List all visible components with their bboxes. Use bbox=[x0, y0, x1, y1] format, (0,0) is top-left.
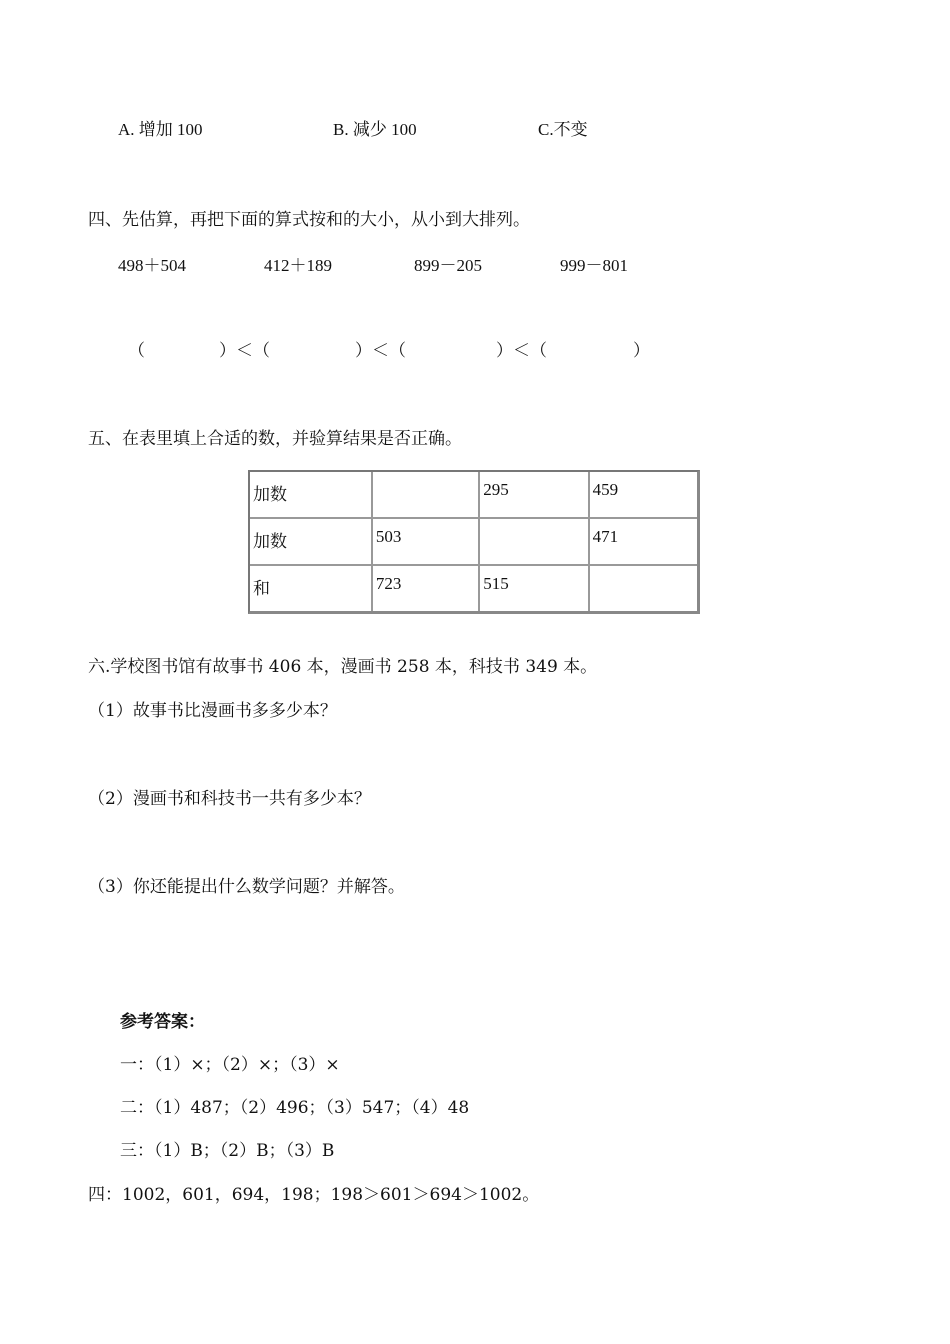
table-cell: 295 bbox=[480, 472, 589, 519]
section-6-title: 六.学校图书馆有故事书 406 本，漫画书 258 本，科技书 349 本。 bbox=[88, 657, 598, 677]
table-cell: 加数 bbox=[250, 519, 373, 566]
blank-open: （ bbox=[128, 341, 145, 361]
addition-table bbox=[248, 470, 700, 614]
answer-3: 三：（1）B；（2）B；（3）B bbox=[120, 1141, 335, 1161]
answers-heading: 参考答案： bbox=[120, 1012, 205, 1032]
answer-4: 四：1002，601，694，198；198＞601＞694＞1002。 bbox=[88, 1185, 540, 1205]
option-a: A. 增加 100 bbox=[118, 120, 203, 139]
table-cell: 471 bbox=[590, 519, 697, 566]
expression-3: 899－205 bbox=[414, 256, 482, 275]
table-cell: 723 bbox=[373, 566, 480, 611]
table-cell-blank[interactable] bbox=[480, 519, 589, 566]
expression-2: 412＋189 bbox=[264, 256, 332, 275]
table-cell: 加数 bbox=[250, 472, 373, 519]
section-5-title: 五、在表里填上合适的数，并验算结果是否正确。 bbox=[88, 429, 462, 449]
expression-4: 999－801 bbox=[560, 256, 628, 275]
blank-compare-2: ）＜（ bbox=[355, 341, 406, 361]
blank-compare-3: ）＜（ bbox=[496, 341, 547, 361]
table-cell-blank[interactable] bbox=[373, 472, 480, 519]
answer-2: 二：（1）487；（2）496；（3）547；（4）48 bbox=[120, 1098, 470, 1118]
question-2: （2）漫画书和科技书一共有多少本？ bbox=[88, 789, 371, 809]
table-cell: 和 bbox=[250, 566, 373, 611]
section-4-title: 四、先估算，再把下面的算式按和的大小，从小到大排列。 bbox=[88, 210, 530, 230]
blank-close: ） bbox=[633, 341, 650, 361]
table-cell: 515 bbox=[480, 566, 589, 611]
table-cell: 459 bbox=[590, 472, 697, 519]
table-row bbox=[250, 519, 697, 566]
option-c: C.不变 bbox=[538, 120, 588, 139]
question-1: （1）故事书比漫画书多多少本？ bbox=[88, 701, 337, 721]
table-cell: 503 bbox=[373, 519, 480, 566]
blank-compare-1: ）＜（ bbox=[219, 341, 270, 361]
table-cell-blank[interactable] bbox=[590, 566, 697, 611]
expression-1: 498＋504 bbox=[118, 256, 186, 275]
table-row bbox=[250, 566, 697, 611]
table-row bbox=[250, 472, 697, 519]
question-3: （3）你还能提出什么数学问题？并解答。 bbox=[88, 877, 405, 897]
answer-1: 一：（1）×；（2）×；（3）× bbox=[120, 1055, 340, 1075]
option-b: B. 减少 100 bbox=[333, 120, 417, 139]
